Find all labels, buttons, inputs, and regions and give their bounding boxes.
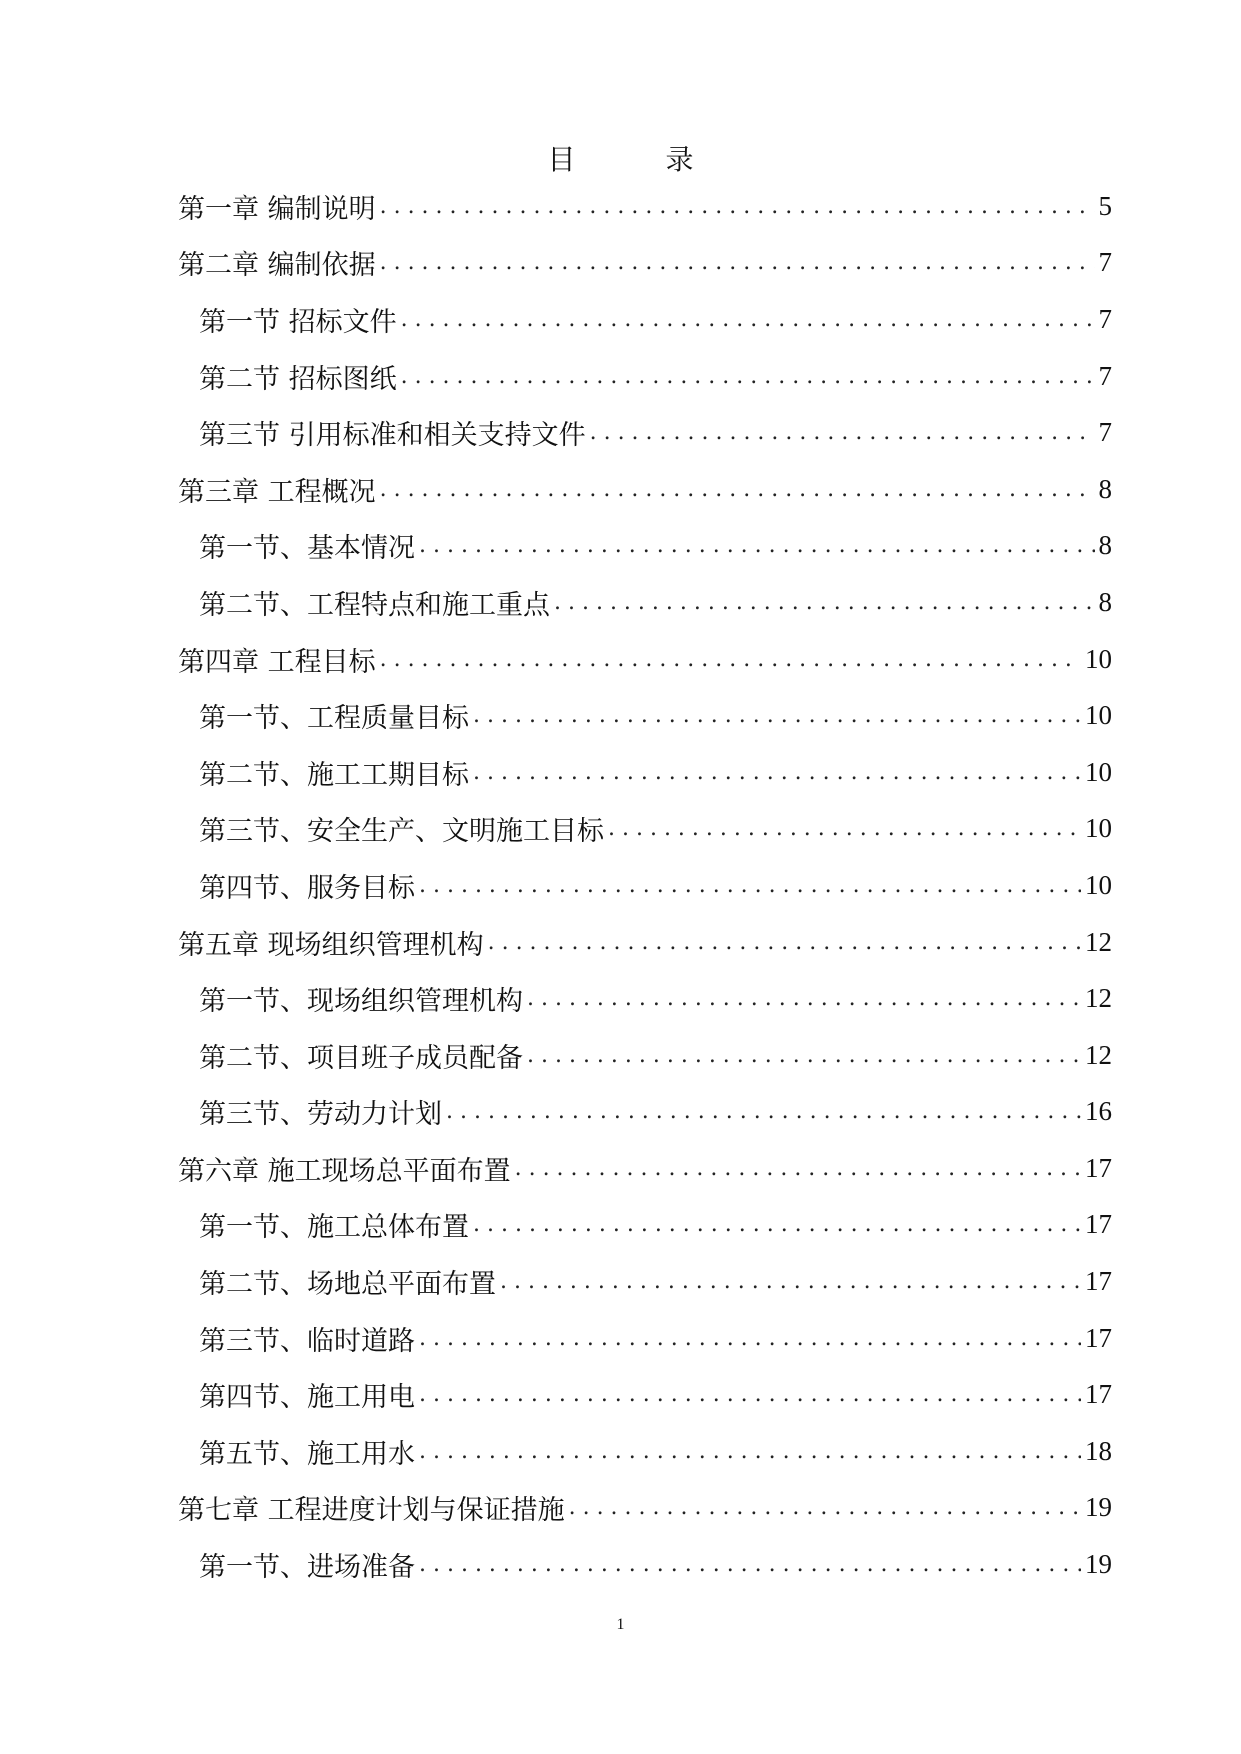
toc-leader-dots [380, 250, 1095, 275]
toc-entry-page: 18 [1085, 1435, 1112, 1466]
toc-entry[interactable] [178, 235, 1112, 292]
toc-leader-dots [590, 420, 1095, 445]
toc-leader-dots [527, 986, 1081, 1011]
toc-entry-label: 第一章 编制说明 [178, 193, 376, 225]
toc-entry[interactable] [178, 1253, 1112, 1310]
toc-entry[interactable] [178, 518, 1112, 575]
toc-entry-label: 第一节、进场准备 [199, 1552, 415, 1584]
toc-entry[interactable] [178, 348, 1112, 405]
toc-entry-label: 第三章 工程概况 [178, 476, 376, 508]
toc-entry[interactable] [178, 1366, 1112, 1423]
toc-entry[interactable] [178, 1536, 1112, 1593]
toc-leader-dots [473, 1212, 1081, 1237]
toc-entry-page: 12 [1085, 1039, 1112, 1070]
toc-entry-label: 第三节、安全生产、文明施工目标 [199, 816, 604, 848]
toc-entry-page: 12 [1085, 926, 1112, 957]
toc-leader-dots [380, 194, 1095, 219]
toc-leader-dots [554, 590, 1095, 615]
toc-entry[interactable] [178, 1423, 1112, 1480]
toc-entry-label: 第四章 工程目标 [178, 646, 376, 678]
toc-entry[interactable] [178, 1084, 1112, 1141]
toc-leader-dots [419, 873, 1081, 898]
toc-leader-dots [401, 307, 1095, 332]
toc-entry[interactable] [178, 1027, 1112, 1084]
toc-entry-page: 17 [1085, 1266, 1112, 1297]
toc-entry-page: 19 [1085, 1492, 1112, 1523]
toc-entry[interactable] [178, 801, 1112, 858]
toc-leader-dots [419, 1382, 1081, 1407]
toc-entry[interactable] [178, 1480, 1112, 1537]
toc-leader-dots [488, 930, 1081, 955]
toc-entry-page: 17 [1085, 1379, 1112, 1410]
toc-entry[interactable] [178, 461, 1112, 518]
toc-entry-page: 17 [1085, 1209, 1112, 1240]
toc-entry[interactable] [178, 574, 1112, 631]
toc-entry-label: 第三节 引用标准和相关支持文件 [199, 420, 586, 452]
toc-entry-label: 第四节、施工用电 [199, 1382, 415, 1414]
toc-leader-dots [419, 1439, 1081, 1464]
toc-title-left: 目 [547, 143, 576, 176]
toc-entry-label: 第四节、服务目标 [199, 872, 415, 904]
toc-entry-label: 第二节、工程特点和施工重点 [199, 589, 550, 621]
toc-entry-page: 8 [1098, 530, 1112, 561]
toc-leader-dots [419, 533, 1095, 558]
toc-entry-label: 第五章 现场组织管理机构 [178, 929, 484, 961]
toc-entry[interactable] [178, 291, 1112, 348]
toc-entry-label: 第五节、施工用水 [199, 1438, 415, 1470]
toc-leader-dots [569, 1495, 1081, 1520]
toc-entry-page: 10 [1085, 756, 1112, 787]
toc-title [0, 140, 1241, 180]
toc-entry-page: 16 [1085, 1096, 1112, 1127]
toc-entry-label: 第一节、施工总体布置 [199, 1212, 469, 1244]
toc-entry-label: 第三节、劳动力计划 [199, 1099, 442, 1131]
toc-entry-label: 第七章 工程进度计划与保证措施 [178, 1495, 565, 1527]
toc-list [178, 178, 1112, 1593]
toc-leader-dots [527, 1043, 1081, 1068]
toc-leader-dots [608, 816, 1081, 841]
toc-leader-dots [380, 477, 1095, 502]
page-number: 1 [616, 1616, 625, 1633]
toc-entry[interactable] [178, 857, 1112, 914]
toc-leader-dots [419, 1326, 1081, 1351]
toc-entry[interactable] [178, 1197, 1112, 1254]
toc-entry-label: 第一节、基本情况 [199, 533, 415, 565]
toc-entry[interactable] [178, 687, 1112, 744]
toc-entry-label: 第二章 编制依据 [178, 250, 376, 282]
toc-entry-label: 第一节、工程质量目标 [199, 703, 469, 735]
toc-entry-label: 第二节、场地总平面布置 [199, 1269, 496, 1301]
toc-entry[interactable] [178, 178, 1112, 235]
toc-entry-page: 8 [1098, 586, 1112, 617]
toc-leader-dots [500, 1269, 1081, 1294]
toc-entry-page: 7 [1098, 417, 1112, 448]
toc-entry[interactable] [178, 744, 1112, 801]
toc-leader-dots [515, 1156, 1081, 1181]
toc-entry-page: 10 [1085, 700, 1112, 731]
toc-entry-page: 8 [1098, 473, 1112, 504]
toc-entry-label: 第一节、现场组织管理机构 [199, 986, 523, 1018]
toc-title-right: 录 [665, 143, 694, 176]
toc-entry-page: 10 [1085, 869, 1112, 900]
toc-entry-label: 第二节、施工工期目标 [199, 759, 469, 791]
toc-entry-page: 17 [1085, 1152, 1112, 1183]
toc-leader-dots [446, 1099, 1081, 1124]
toc-entry-page: 19 [1085, 1549, 1112, 1580]
toc-entry-page: 7 [1098, 247, 1112, 278]
toc-entry-label: 第三节、临时道路 [199, 1325, 415, 1357]
toc-entry[interactable] [178, 404, 1112, 461]
toc-entry-label: 第六章 施工现场总平面布置 [178, 1155, 511, 1187]
toc-entry-label: 第二节 招标图纸 [199, 363, 397, 395]
toc-leader-dots [473, 703, 1081, 728]
toc-entry-page: 17 [1085, 1322, 1112, 1353]
toc-leader-dots [401, 364, 1095, 389]
toc-entry-page: 7 [1098, 303, 1112, 334]
toc-entry[interactable] [178, 1310, 1112, 1367]
toc-entry-page: 5 [1098, 190, 1112, 221]
toc-leader-dots [473, 760, 1081, 785]
toc-entry[interactable] [178, 914, 1112, 971]
toc-entry[interactable] [178, 631, 1112, 688]
toc-entry-label: 第二节、项目班子成员配备 [199, 1042, 523, 1074]
toc-entry-label: 第一节 招标文件 [199, 306, 397, 338]
toc-leader-dots [419, 1552, 1081, 1577]
toc-entry-page: 12 [1085, 983, 1112, 1014]
toc-entry-page: 10 [1085, 643, 1112, 674]
toc-entry[interactable] [178, 1140, 1112, 1197]
toc-entry[interactable] [178, 970, 1112, 1027]
toc-entry-page: 7 [1098, 360, 1112, 391]
toc-leader-dots [380, 647, 1081, 672]
toc-entry-page: 10 [1085, 813, 1112, 844]
